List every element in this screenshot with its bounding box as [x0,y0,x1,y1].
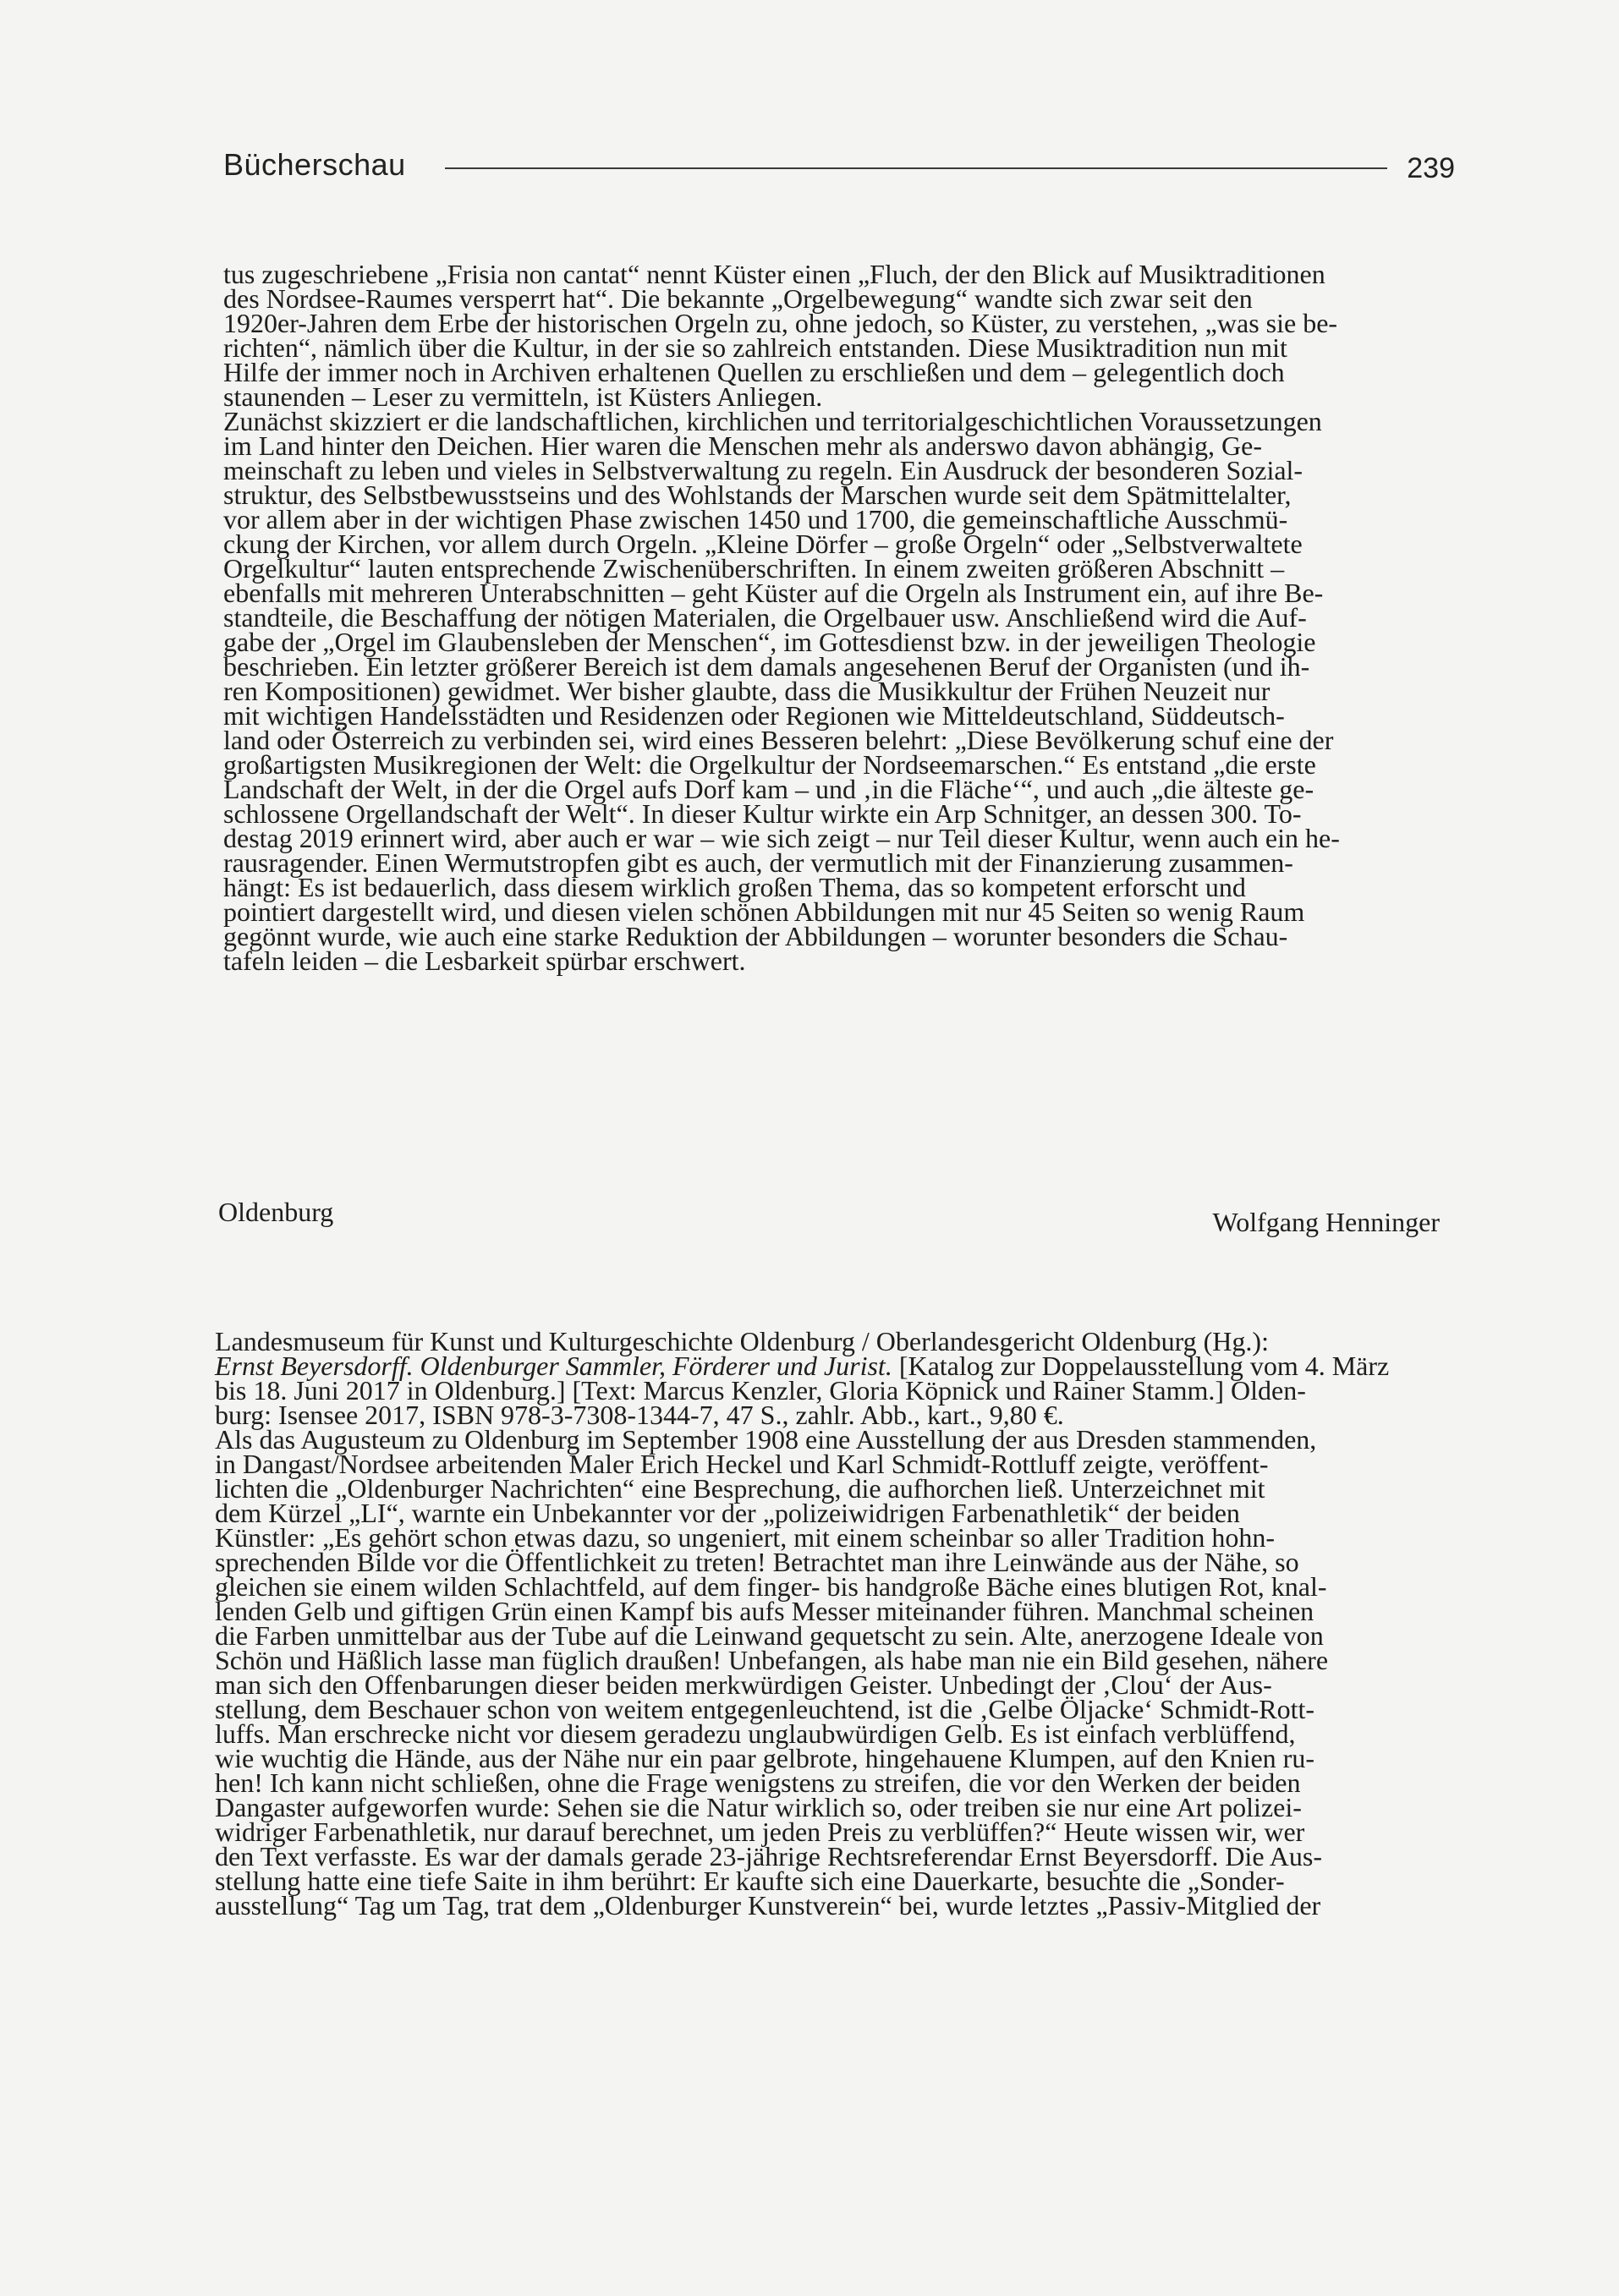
review-2 [215,1326,1448,1921]
review-2-heading [215,1326,1448,1430]
running-head [223,147,1455,198]
reviewer-place: Oldenburg [218,1197,334,1227]
review-2-editors: Landesmuseum für Kunst und Kulturgeschichte Oldenburg / Oberlandesgericht Oldenburg (Hg.): [215,1326,1269,1356]
header-rule [445,167,1387,169]
review-2-book-title: Ernst Beyersdorff. Oldenburger Sammler, Förderer und Jurist. [215,1351,892,1381]
reviewer-name: Wolfgang Henninger [1212,1207,1440,1237]
review-2-body: Als das Augusteum zu Oldenburg im September 1908 eine Ausstellung der aus Dresden stammenden, in Dangast/Nordsee arbeitenden Maler Erich Heckel und Karl Schmidt-Rottluff zeigte, veröffent- lichten die „Oldenburger Nachrichten“ eine Besprechung, die aufhorchen ließ. Unterzeichnet mit dem Kürzel „LI“, warnte ein Unbekannter vor der „polizeiwidrigen Farbenathletik“ der beiden Künstler: „Es gehört schon etwas dazu, so ungeniert, mit einem scheinbar so aller Tradition hohn- sprechenden Bilde vor die Öffentlichkeit zu treten! Betrachtet man ihre Leinwände aus der Nähe, so gleichen sie einem wilden Schlachtfeld, auf dem finger- bis handgroße Bäche eines blutigen Rot, knal- lenden Gelb und giftigen Grün einen Kampf bis aufs Messer miteinander führen. Manchmal scheinen die Farben unmittelbar aus der Tube auf die Leinwand gequetscht zu sein. Alte, anerzogene Ideale von Schön und Häßlich lasse man füglich draußen! Unbefangen, als habe man nie ein Bild gesehen, nähere man sich den Offenbarungen dieser beiden merkwürdigen Geister. Unbedingt der ‚Clou‘ der Aus- stellung, dem Beschauer schon von weitem entgegenleuchtend, ist die ‚Gelbe Öljacke‘ Schmidt-Rott- luffs. Man erschrecke nicht vor diesem geradezu unglaubwürdigen Gelb. Es ist einfach verblüffend, wie wuchtig die Hände, aus der Nähe nur ein paar gelbrote, hingehauene Klumpen, auf den Knien ru- hen! Ich kann nicht schließen, ohne die Frage wenigstens zu streifen, die vor den Werken der beiden Dangaster aufgeworfen wurde: Sehen sie die Natur wirklich so, oder treiben sie nur eine Art polizei- widriger Farbenathletik, nur darauf berechnet, um jeden Preis zu verblüffen?“ Heute wissen wir, wer den Text verfasste. Es war der damals gerade 23-jährige Rechtsreferendar Ernst Beyersdorff. Die Aus- stellung hatte eine tiefe Saite in ihm berührt: Er kaufte sich eine Dauerkarte, besuchte die „Sonder- ausstellung“ Tag um Tag, trat dem „Oldenburger Kunstverein“ bei, wurde letztes „Passiv-Mitglied der [215,1424,1329,1921]
review-2-bibliographic-details: [Katalog zur Doppelausstellung vom 4. März bis 18. Juni 2017 in Oldenburg.] [Text: Marcus Kenzler, Gloria Köpnick und Rainer Stamm.] Olden- burg: Isensee 2017, ISBN 978-3-7308-1344-7, 47 S., zahlr. Abb., kart., 9,80 €. [215,1351,1390,1430]
page-number: 239 [1407,152,1455,184]
review-1-body: tus zugeschriebene „Frisia non cantat“ nennt Küster einen „Fluch, der den Blick auf Musiktraditionen des Nordsee-Raumes versperrt hat“. Die bekannte „Orgelbewegung“ wandte sich zwar seit den 1920er-Jahren dem Erbe der historischen Orgeln zu, ohne jedoch, so Küster, zu verstehen, „was sie be- richten“, nämlich über die Kultur, in der sie so zahlreich entstanden. Diese Musiktradition nun mit Hilfe der immer noch in Archiven erhaltenen Quellen zu erschließen und dem – gelegentlich doch staunenden – Leser zu vermitteln, ist Küsters Anliegen. Zunächst skizziert er die landschaftlichen, kirchlichen und territorialgeschichtlichen Voraussetzungen im Land hinter den Deichen. Hier waren die Menschen mehr als anderswo davon abhängig, Ge- meinschaft zu leben und vieles in Selbstverwaltung zu regeln. Ein Ausdruck der besonderen Sozial- struktur, des Selbstbewusstseins und des Wohlstands der Marschen wurde seit dem Spätmittelalter, vor allem aber in der wichtigen Phase zwischen 1450 und 1700, die gemeinschaftliche Ausschmü- ckung der Kirchen, vor allem durch Orgeln. „Kleine Dörfer – große Orgeln“ oder „Selbstverwaltete Orgelkultur“ lauten entsprechende Zwischenüberschriften. In einem zweiten größeren Abschnitt – ebenfalls mit mehreren Unterabschnitten – geht Küster auf die Orgeln als Instrument ein, auf ihre Be- standteile, die Beschaffung der nötigen Materialen, die Orgelbauer usw. Anschließend wird die Auf- gabe der „Orgel im Glaubensleben der Menschen“, im Gottesdienst bzw. in der jeweiligen Theologie beschrieben. Ein letzter größerer Bereich ist dem damals angesehenen Beruf der Organisten (und ih- ren Kompositionen) gewidmet. Wer bisher glaubte, dass die Musikkultur der Frühen Neuzeit nur mit wichtigen Handelsstädten und Residenzen oder Regionen wie Mitteldeutschland, Süddeutsch- land oder Österreich zu verbinden sei, wird eines Besseren belehrt: „Diese Bevölkerung schuf eine der großartigsten Musikregionen der Welt: die Orgelkultur der Nordseemarschen.“ Es entstand „die erste Landschaft der Welt, in der die Orgel aufs Dorf kam – und ‚in die Fläche‘“, und auch „die älteste ge- schlossene Orgellandschaft der Welt“. In dieser Kultur wirkte ein Arp Schnitger, an dessen 300. To- destag 2019 erinnert wird, aber auch er war – wie sich zeigt – nur Teil dieser Kultur, wenn auch ein he- rausragender. Einen Wermutstropfen gibt es auch, der vermutlich mit der Finanzierung zusammen- hängt: Es ist bedauerlich, dass diesem wirklich großen Thema, das so kompetent erforscht und pointiert dargestellt wird, und diesen vielen schönen Abbildungen mit nur 45 Seiten so wenig Raum gegönnt wurde, wie auch eine starke Reduktion der Abbildungen – worunter besonders die Schau- tafeln leiden – die Lesbarkeit spürbar erschwert. [223,259,1340,976]
section-title: Bücherschau [223,147,406,182]
